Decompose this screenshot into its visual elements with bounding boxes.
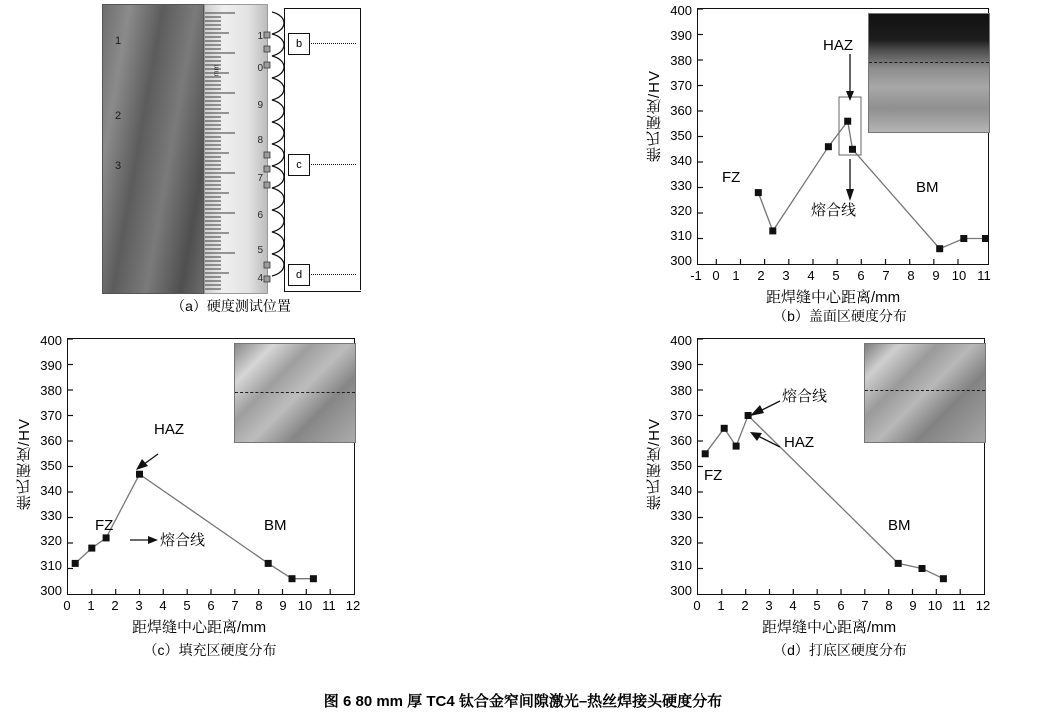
panel-d-xtick-12: 12 <box>975 598 991 613</box>
panel-d-xtick-4: 4 <box>789 598 797 613</box>
ruler-number-7: 7 <box>257 173 263 184</box>
panel-b-ytick-390: 390 <box>670 28 692 43</box>
panel-c-ytick-390: 390 <box>40 358 62 373</box>
schematic-box-b: b <box>288 33 310 55</box>
ruler-number-9: 9 <box>257 100 263 111</box>
ruler-number-8: 8 <box>257 135 263 146</box>
panel-c-ytick-360: 360 <box>40 433 62 448</box>
panel-d-label-fz: FZ <box>704 467 723 484</box>
panel-b-xtick-0: 0 <box>712 268 720 283</box>
schematic-right-wall <box>360 8 361 290</box>
panel-d-chart <box>640 330 1040 670</box>
panel-b-xtick-6: 6 <box>857 268 865 283</box>
panel-c-inset-micrograph <box>234 343 356 443</box>
panel-b-xtick-10: 10 <box>951 268 967 283</box>
panel-c-xtick-10: 10 <box>297 598 313 613</box>
panel-b-xtick-4: 4 <box>807 268 815 283</box>
panel-d-xtick-7: 7 <box>861 598 869 613</box>
panel-c-ytick-400: 400 <box>40 333 62 348</box>
panel-c-ytick-350: 350 <box>40 458 62 473</box>
panel-c-xtick-11: 11 <box>322 598 336 613</box>
ruler-number-1: 1 <box>257 31 263 42</box>
panel-b-ytick-400: 400 <box>670 3 692 18</box>
panel-d-ytick-390: 390 <box>670 358 692 373</box>
panel-d-xlabel: 距焊缝中心距离/mm <box>762 619 897 636</box>
panel-b-ytick-310: 310 <box>670 228 692 243</box>
panel-c-xtick-0: 0 <box>63 598 71 613</box>
panel-d-caption: （d）打底区硬度分布 <box>773 642 907 658</box>
panel-c-xtick-8: 8 <box>255 598 263 613</box>
panel-b-xtick-3: 3 <box>782 268 790 283</box>
panel-b-label-fz: FZ <box>722 169 741 186</box>
schematic-box-c: c <box>288 154 310 176</box>
ruler-number-6: 6 <box>257 210 263 221</box>
panel-c-xtick-1: 1 <box>87 598 95 613</box>
panel-b-caption: （b）盖面区硬度分布 <box>773 308 907 324</box>
ruler-ticks <box>205 5 267 293</box>
panel-c-xtick-4: 4 <box>159 598 167 613</box>
panel-c-xtick-2: 2 <box>111 598 119 613</box>
panel-d-xtick-1: 1 <box>717 598 725 613</box>
weld-joint-schematic <box>276 6 376 296</box>
panel-b-ytick-330: 330 <box>670 178 692 193</box>
panel-c-xtick-12: 12 <box>345 598 361 613</box>
panel-c-ytick-330: 330 <box>40 508 62 523</box>
panel-c-label-fz: FZ <box>95 517 114 534</box>
panel-c-xtick-3: 3 <box>135 598 143 613</box>
panel-c-ytick-300: 300 <box>40 583 62 598</box>
panel-d-ytick-330: 330 <box>670 508 692 523</box>
schematic-box-d: d <box>288 264 310 286</box>
panel-c-ytick-310: 310 <box>40 558 62 573</box>
panel-b-label-fusion-line: 熔合线 <box>811 202 857 219</box>
panel-a-hardness-test-location <box>86 4 376 314</box>
panel-b-xtick-5: 5 <box>832 268 840 283</box>
panel-b-plot-area <box>697 8 989 265</box>
panel-c-ytick-320: 320 <box>40 533 62 548</box>
panel-d-ytick-350: 350 <box>670 458 692 473</box>
panel-d-inset-micrograph <box>864 343 986 443</box>
panel-d-label-haz: HAZ <box>784 434 814 451</box>
panel-c-xtick-7: 7 <box>231 598 239 613</box>
panel-d-xtick-0: 0 <box>693 598 701 613</box>
panel-d-ylabel: 维氏硬度/HV <box>646 418 663 511</box>
dotted-line-d <box>308 274 356 275</box>
panel-c-xtick-5: 5 <box>183 598 191 613</box>
panel-d-label-fusion-line: 熔合线 <box>782 388 828 405</box>
panel-d-xtick-10: 10 <box>927 598 943 613</box>
panel-c-chart <box>10 330 410 670</box>
panel-d-ytick-380: 380 <box>670 383 692 398</box>
panel-c-xlabel: 距焊缝中心距离/mm <box>132 619 267 636</box>
panel-d-ytick-300: 300 <box>670 583 692 598</box>
ruler-number-5: 5 <box>257 245 263 256</box>
panel-d-ytick-400: 400 <box>670 333 692 348</box>
panel-b-xtick-11: 11 <box>977 268 991 283</box>
panel-c-xtick-6: 6 <box>207 598 215 613</box>
panel-a-caption: （a）硬度测试位置 <box>171 298 291 314</box>
panel-b-chart <box>640 0 1040 324</box>
dotted-line-b <box>308 43 356 44</box>
panel-b-ylabel: 维氏硬度/HV <box>646 70 663 163</box>
panel-b-ytick-370: 370 <box>670 78 692 93</box>
panel-b-xtick-7: 7 <box>882 268 890 283</box>
panel-d-xtick-8: 8 <box>885 598 893 613</box>
panel-d-xtick-2: 2 <box>741 598 749 613</box>
panel-d-ytick-310: 310 <box>670 558 692 573</box>
panel-d-ytick-370: 370 <box>670 408 692 423</box>
ruler-unit-label: mm <box>213 64 221 77</box>
panel-b-label-haz: HAZ <box>823 37 853 54</box>
panel-d-ytick-360: 360 <box>670 433 692 448</box>
panel-b-ytick-360: 360 <box>670 103 692 118</box>
panel-b-xlabel: 距焊缝中心距离/mm <box>766 289 901 306</box>
panel-c-ytick-380: 380 <box>40 383 62 398</box>
panel-c-ytick-340: 340 <box>40 483 62 498</box>
panel-d-xtick-9: 9 <box>909 598 917 613</box>
specimen-photo <box>102 4 204 294</box>
panel-d-xtick-11: 11 <box>952 598 966 613</box>
panel-d-label-bm: BM <box>888 517 911 534</box>
panel-c-ylabel: 维氏硬度/HV <box>16 418 33 511</box>
panel-b-ytick-350: 350 <box>670 128 692 143</box>
panel-b-ytick-380: 380 <box>670 53 692 68</box>
panel-c-label-haz: HAZ <box>154 421 184 438</box>
panel-d-inset-dashed-line <box>865 390 985 391</box>
specimen-label-1: 1 <box>115 35 122 47</box>
panel-b-xtick--1: -1 <box>690 268 702 283</box>
panel-b-inset-micrograph <box>868 13 990 133</box>
panel-b-inset-dashed-line <box>869 62 989 63</box>
dotted-line-c <box>308 164 356 165</box>
figure-caption: 图 6 80 mm 厚 TC4 钛合金窄间隙激光–热丝焊接头硬度分布 <box>323 693 723 710</box>
panel-b-xtick-2: 2 <box>757 268 765 283</box>
panel-b-label-bm: BM <box>916 179 939 196</box>
specimen-label-2: 2 <box>115 110 122 122</box>
specimen-label-3: 3 <box>115 160 122 172</box>
panel-b-xtick-9: 9 <box>932 268 940 283</box>
panel-d-xtick-5: 5 <box>813 598 821 613</box>
panel-b-xtick-8: 8 <box>907 268 915 283</box>
ruler-number-10: 0 <box>257 63 263 74</box>
panel-c-caption: （c）填充区硬度分布 <box>143 642 277 658</box>
panel-d-ytick-320: 320 <box>670 533 692 548</box>
panel-d-xtick-3: 3 <box>765 598 773 613</box>
panel-b-ytick-300: 300 <box>670 253 692 268</box>
panel-c-label-bm: BM <box>264 517 287 534</box>
panel-c-label-fusion-line: 熔合线 <box>160 532 206 549</box>
panel-c-ytick-370: 370 <box>40 408 62 423</box>
panel-c-inset-dashed-line <box>235 392 355 393</box>
ruler-number-4: 4 <box>257 273 263 284</box>
panel-d-xtick-6: 6 <box>837 598 845 613</box>
panel-c-plot-area <box>67 338 355 595</box>
panel-d-ytick-340: 340 <box>670 483 692 498</box>
panel-d-plot-area <box>697 338 985 595</box>
panel-b-xtick-1: 1 <box>732 268 740 283</box>
panel-b-ytick-340: 340 <box>670 153 692 168</box>
panel-b-ytick-320: 320 <box>670 203 692 218</box>
ruler <box>204 4 268 294</box>
panel-c-xtick-9: 9 <box>279 598 287 613</box>
